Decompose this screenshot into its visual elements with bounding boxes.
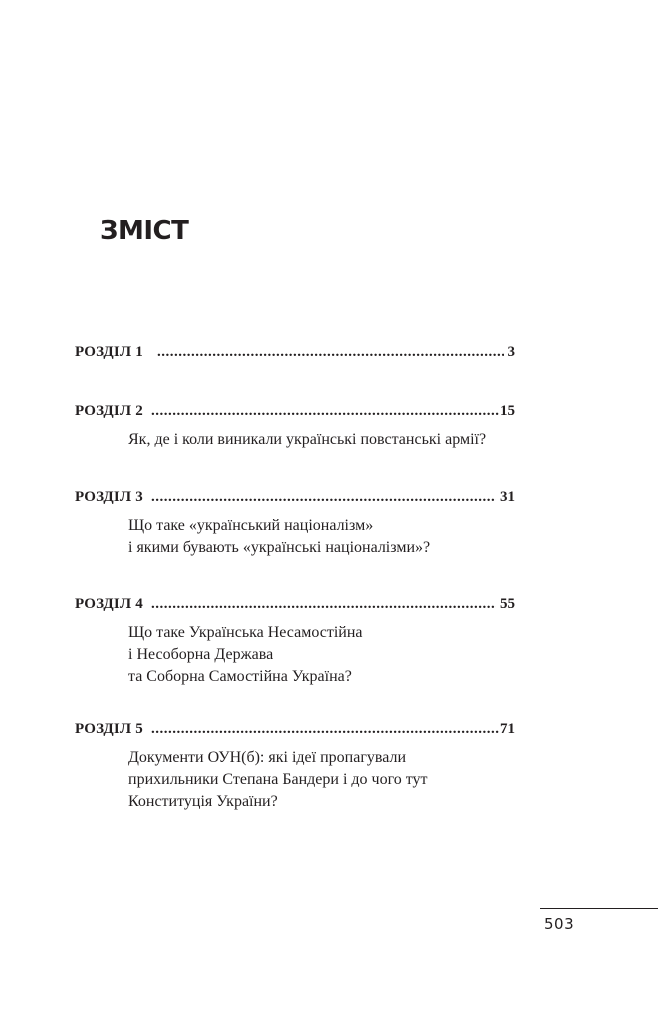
chapter-label: РОЗДІЛ 1: [75, 344, 143, 360]
chapter-subtitle-line: та Соборна Самостійна Україна?: [128, 668, 352, 685]
chapter-subtitle: [128, 515, 515, 559]
dot-leader: [151, 719, 500, 739]
toc-entry-line: [75, 594, 515, 614]
chapter-subtitle-line: і якими бувають «українські націоналізми»?: [128, 539, 431, 556]
chapter-subtitle: [128, 747, 515, 813]
toc-entry-line: [75, 719, 515, 739]
chapter-subtitle-line: прихильники Степана Бандери і до чого тут: [128, 771, 428, 788]
toc-entry-line: [75, 342, 515, 362]
toc-entry-line: [75, 487, 515, 507]
chapter-label: РОЗДІЛ 4: [75, 596, 143, 612]
dot-leader: [157, 342, 504, 362]
toc-entry-chapter-4[interactable]: [75, 594, 515, 688]
toc-entry-chapter-5[interactable]: [75, 719, 515, 813]
chapter-label: РОЗДІЛ 5: [75, 721, 143, 737]
chapter-label: РОЗДІЛ 2: [75, 403, 143, 419]
dot-leader: [151, 594, 496, 614]
chapter-page-number: 31: [500, 489, 515, 505]
footer-rule: [540, 908, 658, 909]
toc-entry-chapter-3[interactable]: [75, 487, 515, 559]
chapter-page-number: 71: [500, 721, 515, 737]
chapter-label: РОЗДІЛ 3: [75, 489, 143, 505]
chapter-page-number: 15: [500, 403, 515, 419]
chapter-subtitle: [128, 429, 515, 451]
chapter-subtitle-line: Конституція України?: [128, 793, 278, 810]
toc-entry-chapter-1[interactable]: [75, 342, 515, 362]
toc-entry-chapter-2[interactable]: [75, 401, 515, 451]
chapter-page-number: 3: [507, 344, 515, 360]
chapter-subtitle-line: Що таке Українська Несамостійна: [128, 624, 363, 641]
chapter-subtitle-line: Як, де і коли виникали українські повстанські армії?: [128, 431, 487, 448]
chapter-subtitle-line: Документи ОУН(б): які ідеї пропагували: [128, 749, 407, 766]
footer-page-number: 503: [544, 915, 575, 933]
chapter-subtitle: [128, 622, 515, 688]
chapter-page-number: 55: [500, 596, 515, 612]
toc-entry-line: [75, 401, 515, 421]
chapter-subtitle-line: і Несоборна Держава: [128, 646, 274, 663]
chapter-subtitle-line: Що таке «український націоналізм»: [128, 517, 374, 534]
dot-leader: [151, 401, 500, 421]
page-title: ЗМІСТ: [100, 216, 189, 246]
dot-leader: [151, 487, 496, 507]
